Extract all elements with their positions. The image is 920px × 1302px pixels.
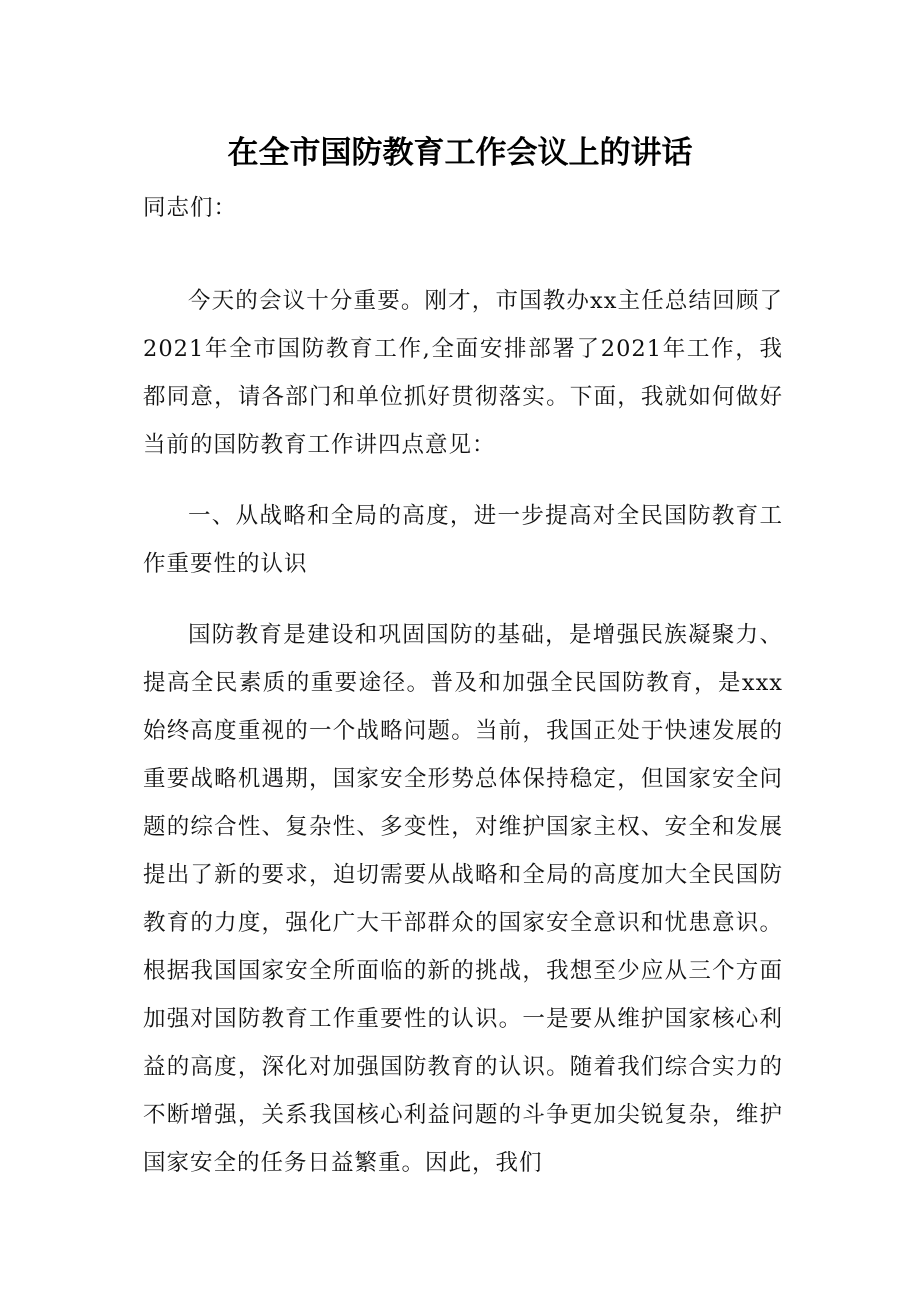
paragraph-body: 国防教育是建设和巩固国防的基础，是增强民族凝聚力、提高全民素质的重要途径。普及和加强全民国防教育，是xxx始终高度重视的一个战略问题。当前，我国正处于快速发展的重要战略机遇期，国家安全形势总体保持稳定，但国家安全问题的综合性、复杂性、多变性，对维护国家主权、安全和发展提出了新的要求，迫切需要从战略和全局的高度加大全民国防教育的力度，强化广大干部群众的国家安全意识和忧患意识。根据我国国家安全所面临的新的挑战，我想至少应从三个方面加强对国防教育工作重要性的认识。一是要从维护国家核心利益的高度，深化对加强国防教育的认识。随着我们综合实力的不断增强，关系我国核心利益问题的斗争更加尖锐复杂，维护国家安全的任务日益繁重。因此，我们	[143, 622, 783, 1176]
document-title: 在全市国防教育工作会议上的讲话	[227, 135, 693, 171]
paragraph-intro: 今天的会议十分重要。刚才，市国教办xx主任总结回顾了2021年全市国防教育工作,全面安排部署了2021年工作，我都同意，请各部门和单位抓好贯彻落实。下面，我就如何做好当前的国防教育工作讲四点意见：	[143, 288, 783, 458]
salutation: 同志们：	[143, 195, 238, 221]
section-heading-1: 一、从战略和全局的高度，进一步提高对全民国防教育工作重要性的认识	[143, 503, 783, 577]
